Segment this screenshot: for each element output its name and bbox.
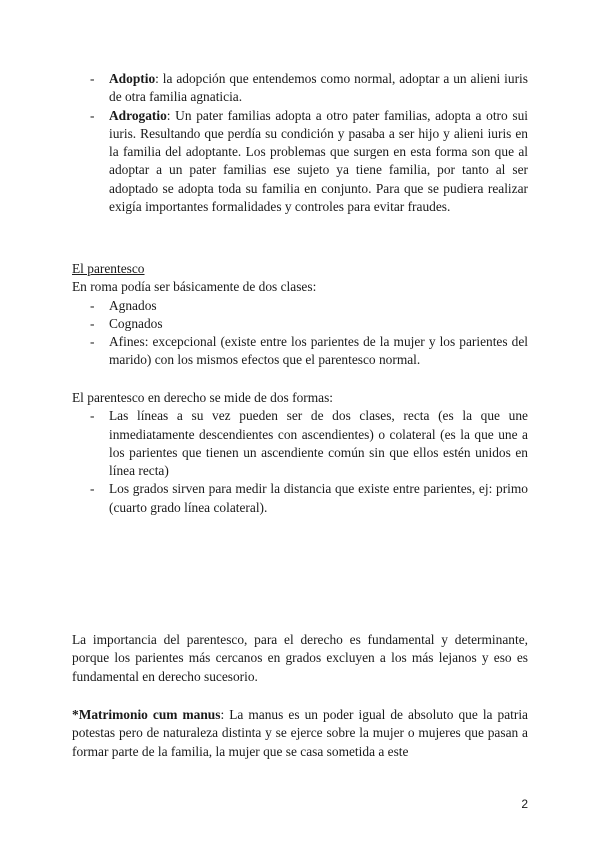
list-item-adrogatio <box>72 107 528 217</box>
term-adrogatio: Adrogatio <box>109 107 167 123</box>
term-matrimonio: *Matrimonio cum manus <box>72 707 221 722</box>
medida-intro: El parentesco en derecho se mide de dos formas: <box>72 390 334 405</box>
item-text: Las líneas a su vez pueden ser de dos clases, recta (es la que une inmediatamente descendientes con ascendientes) o colateral (es la que une a los parientes que tienen un ascendiente común sin que ellos estén unidos en línea recta) <box>109 408 528 479</box>
list-item-cognados <box>72 315 528 333</box>
term-adoptio: Adoptio <box>109 71 156 86</box>
bullet-dash: - <box>90 334 95 350</box>
section-heading: El parentesco <box>72 261 145 276</box>
item-text: Cognados <box>109 315 163 331</box>
matrimonio-paragraph <box>72 706 528 761</box>
bullet-dash: - <box>90 481 95 497</box>
parentesco-intro: En roma podía ser básicamente de dos clases: <box>72 279 317 295</box>
adoptio-text: : la adopción que entendemos como normal, adoptar a un alieni iuris de otra familia agnaticia. <box>109 71 528 105</box>
page-number: 2 <box>521 797 528 811</box>
adrogatio-text: : Un pater familias adopta a otro pater familias, adopta a otro sui iuris. Resultando que perdía su condición y pasaba a ser hijo y alieni iuris en la familia del adoptante. Los problemas que surgen en esta forma son que al adoptar a un pater familias ese sujeto ya tiene familia, por tanto al ser adoptado se adopta toda su familia en conjunto. Para que se pudiera realizar exigía importantes formalidades y controles para evitar fraudes. <box>109 107 528 215</box>
item-text: Afines: excepcional (existe entre los parientes de la mujer y los parientes del marido) con los mismos efectos que el parentesco normal. <box>109 334 528 368</box>
item-text: Los grados sirven para medir la distancia que existe entre parientes, ej: primo (cuarto grado línea colateral). <box>109 481 528 515</box>
adoption-list <box>72 70 528 216</box>
bullet-dash: - <box>90 71 95 86</box>
bullet-dash: - <box>90 107 95 123</box>
list-item-grados <box>72 480 528 517</box>
list-item-afines <box>72 333 528 370</box>
medida-section <box>72 389 528 517</box>
bullet-dash: - <box>90 315 95 331</box>
list-item-adoptio <box>72 70 528 107</box>
list-item-lineas <box>72 407 528 480</box>
paragraph-text: La importancia del parentesco, para el derecho es fundamental y determinante, porque los parientes más cercanos en grados excluyen a los más lejanos y eso es fundamental en derecho sucesorio. <box>72 632 528 684</box>
parentesco-section <box>72 260 528 370</box>
matrimonio-text: : La manus es un poder igual de absoluto que la patria potestas pero de naturaleza distinta y se ejerce sobre la mujer o mujeres que pasan a formar parte de la familia, la mujer que se casa sometida a este <box>72 707 529 759</box>
item-text: Agnados <box>109 297 157 313</box>
list-item-agnados <box>72 297 528 315</box>
importancia-paragraph <box>72 631 528 686</box>
bullet-dash: - <box>90 297 95 313</box>
bullet-dash: - <box>90 408 95 424</box>
